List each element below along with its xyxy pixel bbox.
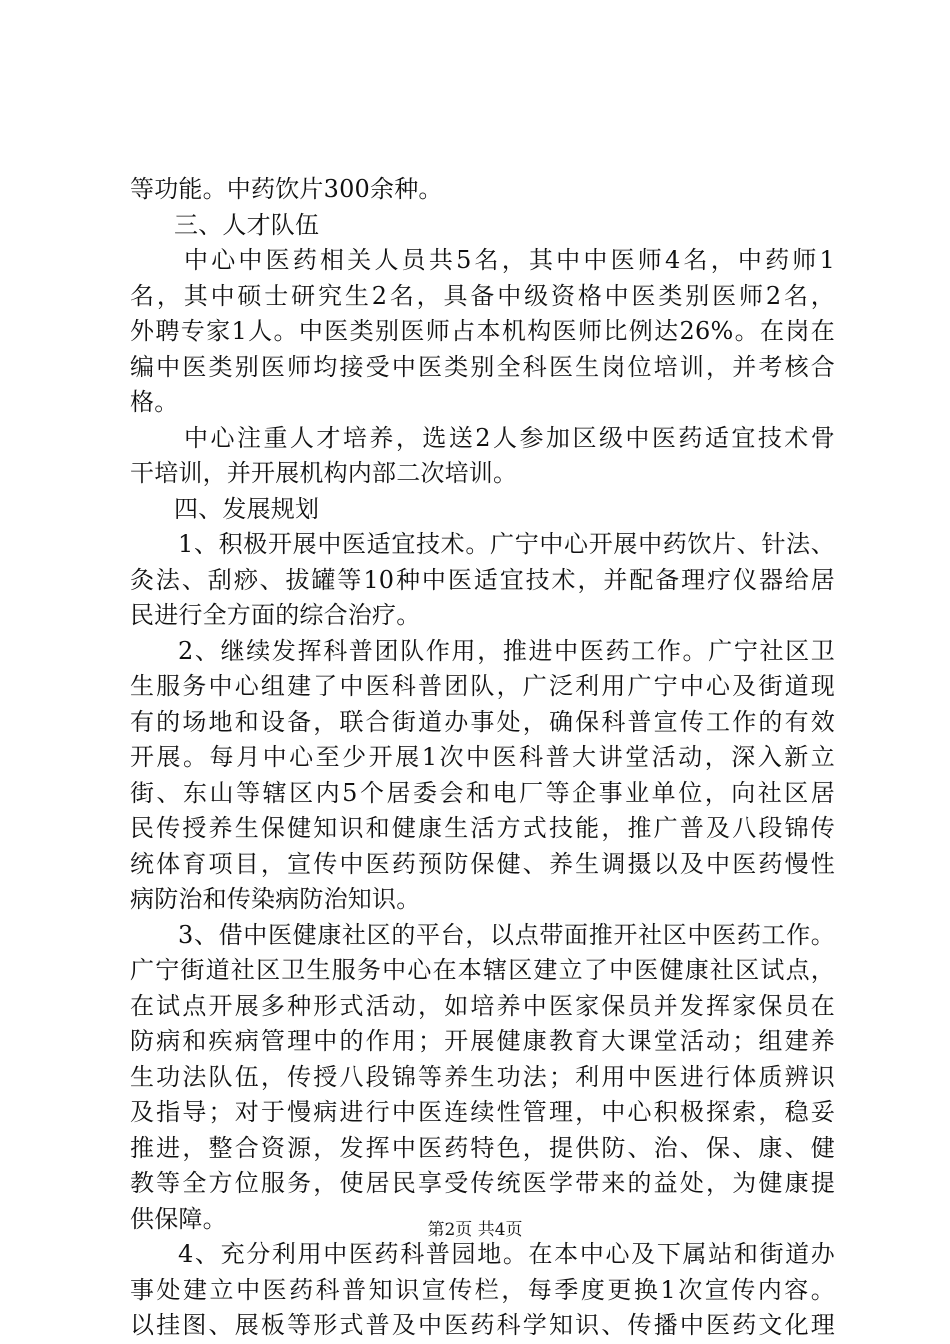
text-line: 等功能。中药饮片300余种。 (130, 175, 443, 203)
text-line: 名，其中硕士研究生2名，具备中级资格中医类别医师2名， (130, 281, 835, 310)
text-line: 在试点开展多种形式活动，如培养中医家保员并发挥家保员在 (130, 991, 835, 1020)
text-line: 供保障。 (130, 1204, 227, 1233)
text-line: 防病和疾病管理中的作用；开展健康教育大课堂活动；组建养 (130, 1027, 835, 1055)
text-line: 4、充分利用中医药科普园地。在本中心及下属站和街道办 (178, 1240, 835, 1268)
text-line: 推进，整合资源，发挥中医药特色，提供防、治、保、康、健 (130, 1133, 835, 1162)
text-line: 以挂图、展板等形式普及中医药科学知识、传播中医药文化理 (130, 1311, 835, 1339)
text-line: 民传授养生保健知识和健康生活方式技能，推广普及八段锦传 (130, 814, 835, 842)
text-line: 干培训，并开展机构内部二次培训。 (130, 459, 518, 487)
page-number-footer: 第2页 共4页 (427, 1220, 523, 1240)
text-line: 病防治和传染病防治知识。 (130, 885, 421, 913)
text-line: 生功法队伍，传授八段锦等养生功法；利用中医进行体质辨识 (130, 1062, 835, 1091)
text-line: 2、继续发挥科普团队作用，推进中医药工作。广宁社区卫 (178, 636, 835, 665)
text-line: 灸法、刮痧、拔罐等10种中医适宜技术，并配备理疗仪器给居 (130, 565, 835, 594)
text-line: 教等全方位服务，使居民享受传统医学带来的益处，为健康提 (130, 1169, 835, 1197)
text-line: 事处建立中医药科普知识宣传栏，每季度更换1次宣传内容。 (130, 1275, 835, 1304)
text-line: 编中医类别医师均接受中医类别全科医生岗位培训，并考核合 (130, 352, 835, 381)
document-body (130, 172, 835, 1344)
text-line: 中心注重人才培养，选送2人参加区级中医药适宜技术骨 (184, 423, 835, 452)
section-heading-plan: 四、发展规划 (174, 494, 320, 523)
text-line: 及指导；对于慢病进行中医连续性管理，中心积极探索，稳妥 (130, 1098, 835, 1126)
text-line: 格。 (130, 388, 179, 416)
text-line: 有的场地和设备，联合街道办事处，确保科普宣传工作的有效 (130, 707, 835, 736)
text-line: 广宁街道社区卫生服务中心在本辖区建立了中医健康社区试点， (130, 956, 835, 984)
text-line: 生服务中心组建了中医科普团队，广泛利用广宁中心及街道现 (130, 672, 835, 700)
text-line: 3、借中医健康社区的平台，以点带面推开社区中医药工作。 (178, 920, 835, 949)
section-heading-talent: 三、人才队伍 (174, 210, 320, 239)
text-line: 外聘专家1人。中医类别医师占本机构医师比例达26%。在岗在 (130, 317, 835, 345)
text-line: 开展。每月中心至少开展1次中医科普大讲堂活动，深入新立 (130, 743, 835, 771)
text-line: 民进行全方面的综合治疗。 (130, 601, 421, 629)
text-line: 统体育项目，宣传中医药预防保健、养生调摄以及中医药慢性 (130, 849, 835, 878)
text-line: 中心中医药相关人员共5名，其中中医师4名，中药师1 (184, 246, 835, 274)
text-line: 街、东山等辖区内5个居委会和电厂等企事业单位，向社区居 (130, 778, 835, 807)
text-line: 1、积极开展中医适宜技术。广宁中心开展中药饮片、针法、 (178, 530, 835, 558)
